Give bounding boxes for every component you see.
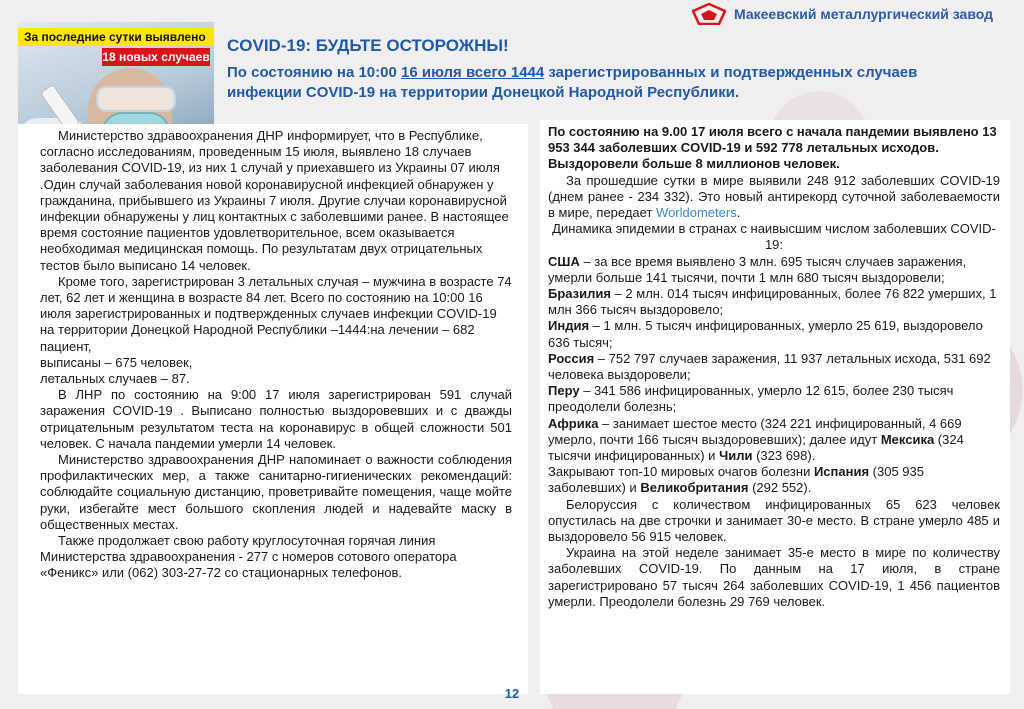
country-usa-name: США (548, 253, 580, 269)
left-paragraph-5: Также продолжает свою работу круглосуточная горячая линия Министерства здравоохранения - 277 с номеров сотового оператора «Феникс» или (062) 303-27-72 со стационарных телефонов. (40, 533, 457, 581)
right-paragraph-1 (548, 173, 1000, 222)
subtitle-post: зарегистрированных и подтвержденных случаев инфекции COVID-19 на территории Донецкой Народной Республики. (227, 64, 918, 101)
country-mexico-name: Мексика (880, 431, 935, 447)
left-column (18, 124, 528, 694)
right-lead-text: По состоянию на 9.00 17 июля всего с начала пандемии выявлено 13 953 344 заболевших COVID-19 и 592 778 летальных исходов. Выздоровели больше 8 миллионов человек. (548, 124, 997, 172)
right-column (540, 120, 1010, 694)
country-africa-text: – занимает шестое место (324 221 инфицированный, 4 669 умерло, почти 166 тысяч выздоровевших); далее идут (548, 415, 962, 447)
left-paragraph-4: Министерство здравоохранения ДНР напоминает о важности соблюдения профилактических мер, а также санитарно-гигиенических рекомендаций: соблюдайте социальную дистанцию, проветривайте помещения, чаще мойте руки, избегайте мест большого скопления людей и надевайте маску в общественных местах. (40, 452, 512, 532)
ukraine-paragraph: Украина на этой неделе занимает 35-е место в мире по количеству заболевших COVID-19. По данным на 17 июля, в стране зарегистрировано 57 тысяч 264 заболевших COVID-19, 1 456 пациентов умерли. Преодолели болезнь 29 769 человек. (548, 545, 1000, 609)
top10-paragraph (548, 464, 1000, 496)
left-paragraph-2: Кроме того, зарегистрирован 3 летальных случая – мужчина в возрасте 74 лет, 62 лет и женщина в возрасте 84 лет. Всего по состоянию на 10:00 16 июля зарегистрированных и подтвержденных случаев инфекции COVID-19 на территории Донецкой Народной Республики –1444:на лечении – 682 пациент, (40, 273, 512, 354)
left-paragraph-3: В ЛНР по состоянию на 9:00 17 июля зарегистрирован 591 случай заражения COVID-19 . Выписано полностью выздоровевших и с дважды отрицательным результатом теста на коронавирус в общей сложности 501 человек. С начала пандемии умерли 14 человек. (40, 387, 512, 451)
company-logo (692, 2, 993, 26)
mmz-logo-icon (692, 3, 726, 25)
country-chile-text: (323 698). (752, 448, 816, 464)
country-mexico-text: (324 тысячи инфицированных) и (548, 431, 964, 464)
top10-mid: (305 935 заболевших) и (548, 464, 924, 496)
country-peru (548, 383, 1000, 415)
top10-pre: Закрывают топ-10 мировых очагов болезни (548, 464, 814, 480)
belarus-paragraph: Белоруссия с количеством инфицированных 65 623 человек опустилась на две строчки и занимает 30-е место. В стране умерло 485 и выздоровело 56 915 человек. (548, 496, 1000, 545)
dynamics-heading: Динамика эпидемии в странах с наивысшим числом заболевших COVID-19: (552, 221, 996, 253)
country-russia-name: Россия (548, 350, 595, 366)
country-russia (548, 351, 1000, 383)
right-lead (548, 124, 1000, 173)
country-uk-name: Великобритания (640, 480, 749, 496)
country-chile-name: Чили (719, 448, 753, 464)
country-peru-text: – 341 586 инфицированных, умерло 12 615, более 230 тысяч преодолели болезнь; (548, 383, 954, 415)
right-p1-post: . (736, 205, 741, 221)
country-spain-name: Испания (813, 464, 870, 480)
subtitle-date: 16 июля всего 1444 (401, 64, 545, 81)
page-subtitle (227, 63, 987, 103)
subtitle-pre: По состоянию на 10:00 (227, 64, 401, 81)
country-brazil (548, 286, 1000, 318)
country-russia-text: – 752 797 случаев заражения, 11 937 летальных исхода, 531 692 человека выздоровели; (548, 350, 991, 383)
left-paragraph-2b: выписаны – 675 человек, (40, 354, 193, 370)
company-name: Макеевский металлургический завод (734, 6, 994, 22)
country-brazil-name: Бразилия (548, 286, 611, 302)
worldometers-link[interactable]: Worldometers (656, 205, 737, 221)
left-paragraph-1: Министерство здравоохранения ДНР информирует, что в Республике, согласно исследованиям, проведенным 15 июля, выявлено 18 случаев заболевания COVID-19, из них 1 случай у приехавшего из Украины 07 июля .Один случай заболевания новой коронавирусной инфекцией обнаружен у гражданина, прибывшего из Украины 7 июля. Другие случаи коронавирусной инфекции обнаружены у лиц контактных с заболевшими ранее. В настоящее время состояние пациентов удовлетворительное, всем оказывается необходимая медицинская помощь. По результатам двух отрицательных тестов было выписано 14 человек. (40, 128, 509, 273)
top10-post: (292 552). (748, 480, 812, 496)
country-africa (548, 416, 1000, 465)
right-p1-pre: За прошедшие сутки в мире выявили 248 912 заболевших COVID-19 (днем ранее - 234 332). Это новый антирекорд суточной заболеваемости в мире, передает (548, 172, 1000, 221)
page-number: 12 (504, 686, 520, 701)
photo-banner-top: За последние сутки выявлено (18, 28, 214, 46)
country-usa-text: – за все время выявлено 3 млн. 695 тысяч случаев заражения, умерли больше 141 тысячи, почти 1 млн 680 тысяч выздоровели; (548, 253, 967, 285)
page-title: COVID-19: БУДЬТЕ ОСТОРОЖНЫ! (227, 36, 509, 55)
country-africa-name: Африка (548, 415, 599, 431)
country-brazil-text: – 2 млн. 014 тысяч инфицированных, более 76 822 умерших, 1 млн 366 тысяч выздоровело; (548, 286, 997, 318)
left-paragraph-2c: летальных случаев – 87. (40, 371, 190, 387)
country-india (548, 318, 1000, 350)
country-peru-name: Перу (548, 383, 580, 399)
country-usa (548, 254, 1000, 286)
photo-banner-count: 18 новых случаев (102, 50, 210, 64)
country-india-text: – 1 млн. 5 тысяч инфицированных, умерло 25 619, выздоровело 636 тысяч; (548, 318, 983, 350)
goggles (96, 86, 176, 112)
country-india-name: Индия (548, 318, 590, 334)
